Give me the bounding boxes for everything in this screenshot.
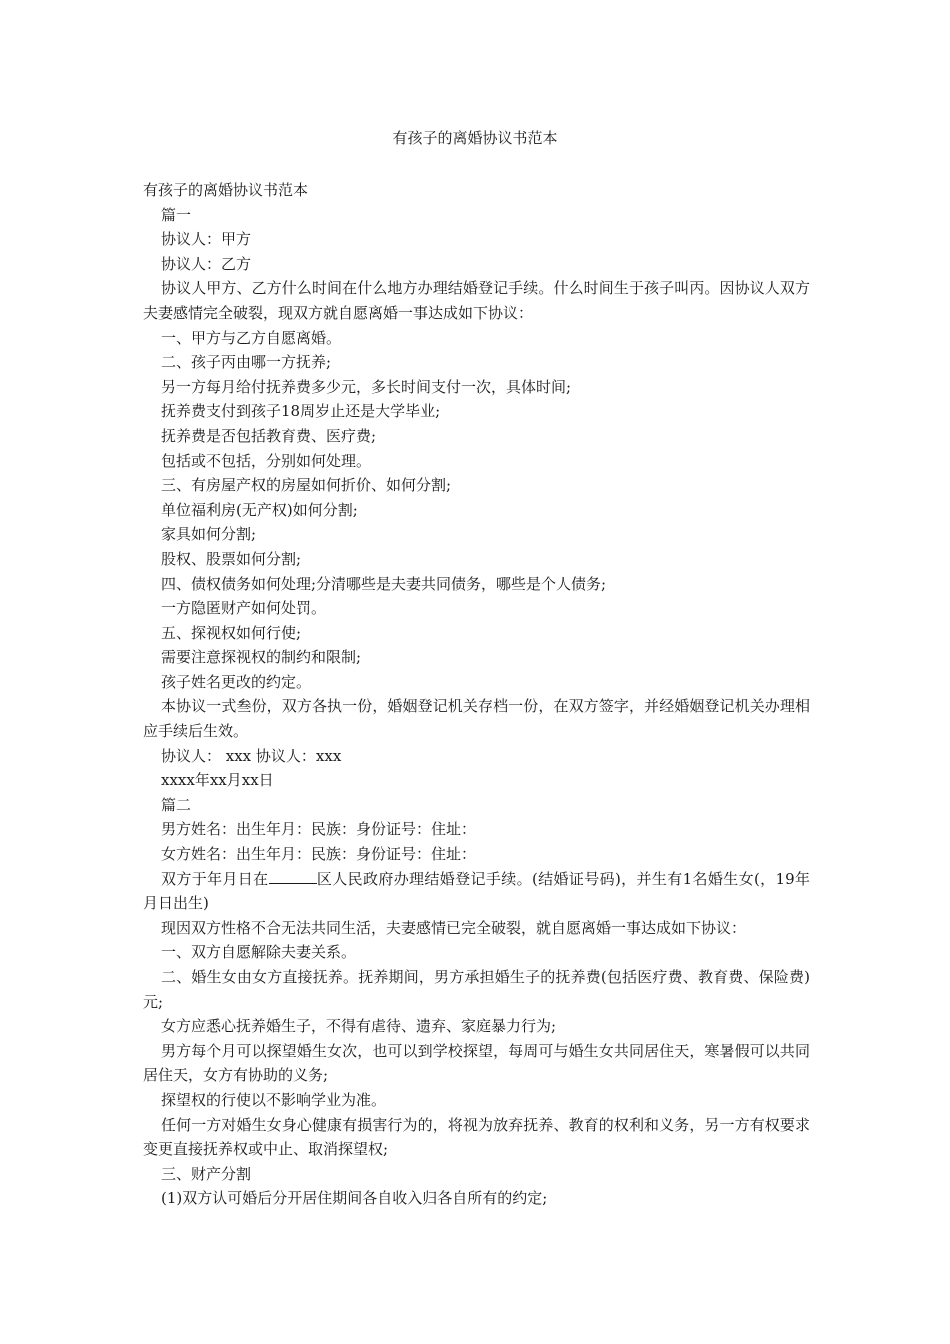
part-one-item: 一、甲方与乙方自愿离婚。 xyxy=(161,328,342,347)
part-two-item: (1)双方认可婚后分开居住期间各自收入归各自所有的约定; xyxy=(161,1189,548,1208)
party-b-line: 协议人：乙方 xyxy=(161,254,252,273)
part-one-item: 四、债权债务如何处理;分清哪些是夫妻共同债务，哪些是个人债务; xyxy=(161,574,607,593)
part-one-item: 股权、股票如何分割; xyxy=(161,549,302,568)
part-two-item: 一、双方自愿解除夫妻关系。 xyxy=(161,943,357,962)
part-one-item: 三、有房屋产权的房屋如何折价、如何分割; xyxy=(161,476,452,495)
document-body xyxy=(143,178,810,1211)
part-one-item: 孩子姓名更改的约定。 xyxy=(161,672,312,691)
part-one-intro: 协议人甲方、乙方什么时间在什么地方办理结婚登记手续。什么时间生于孩子叫丙。因协议人双方夫妻感情完全破裂，现双方就自愿离婚一事达成如下协议： xyxy=(143,279,810,322)
part-one-label: 篇一 xyxy=(161,205,192,224)
part-two-item: 女方应悉心抚养婚生子，不得有虐待、遗弃、家庭暴力行为; xyxy=(161,1017,557,1036)
registration-paragraph xyxy=(143,867,810,916)
part-two-label: 篇二 xyxy=(161,795,192,814)
part-one-item: 需要注意探视权的制约和限制; xyxy=(161,648,362,667)
part-one-item: 二、孩子丙由哪一方抚养; xyxy=(161,353,332,372)
part-two-item: 三、财产分割 xyxy=(161,1164,252,1183)
document-title: 有孩子的离婚协议书范本 xyxy=(392,129,558,147)
part-one-item: 抚养费是否包括教育费、医疗费; xyxy=(161,426,377,445)
date-line: xxxx年xx月xx日 xyxy=(161,771,274,790)
part-two-item: 任何一方对婚生女身心健康有损害行为的，将视为放弃抚养、教育的权利和义务，另一方有权要求变更直接抚养权或中止、取消探望权; xyxy=(143,1115,810,1159)
part-one-item: 包括或不包括，分别如何处理。 xyxy=(161,451,372,470)
part-two-item: 二、婚生女由女方直接抚养。抚养期间，男方承担婚生子的抚养费(包括医疗费、教育费、保险费)元; xyxy=(143,968,810,1011)
part-one-item: 五、探视权如何行使; xyxy=(161,623,302,642)
part-one-closing: 本协议一式叁份，双方各执一份，婚姻登记机关存档一份，在双方签字，并经婚姻登记机关办理相应手续后生效。 xyxy=(143,697,810,741)
part-one-item: 一方隐匿财产如何处罚。 xyxy=(161,599,327,618)
part-two-item: 探望权的行使以不影响学业为准。 xyxy=(161,1090,387,1109)
female-info-line: 女方姓名：出生年月：民族：身份证号：住址： xyxy=(161,845,477,864)
blank-underline xyxy=(269,869,317,884)
part-one-item: 单位福利房(无产权)如何分割; xyxy=(161,500,358,519)
document-heading: 有孩子的离婚协议书范本 xyxy=(143,181,309,199)
part-one-item: 另一方每月给付抚养费多少元，多长时间支付一次，具体时间; xyxy=(161,377,572,396)
male-info-line: 男方姓名：出生年月：民族：身份证号：住址： xyxy=(161,820,477,839)
part-one-item: 家具如何分割; xyxy=(161,525,257,544)
signature-line: 协议人： xxx 协议人：xxx xyxy=(161,746,342,765)
registration-text-before: 双方于年月日在 xyxy=(161,869,269,888)
registration-text-after: 区人民政府办理结婚登记手续。(结婚证号码)，并生有1名婚生女(，19年月日出生) xyxy=(143,869,810,913)
part-two-item: 男方每个月可以探望婚生女次，也可以到学校探望，每周可与婚生女共同居住天，寒暑假可以共同居住天，女方有协助的义务; xyxy=(143,1041,810,1085)
reason-paragraph: 现因双方性格不合无法共同生活，夫妻感情已完全破裂，就自愿离婚一事达成如下协议： xyxy=(161,918,747,937)
part-one-item: 抚养费支付到孩子18周岁止还是大学毕业; xyxy=(161,402,441,421)
party-a-line: 协议人：甲方 xyxy=(161,230,252,249)
